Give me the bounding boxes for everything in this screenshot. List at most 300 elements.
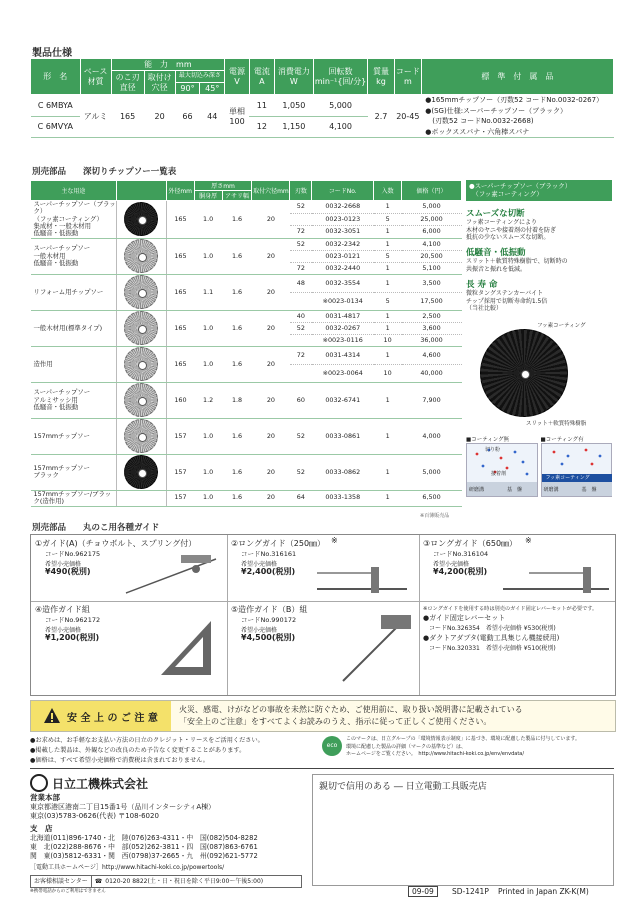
blade-teeth: 52 — [290, 238, 312, 250]
blade-use — [31, 201, 117, 239]
saw-blade-icon — [124, 419, 158, 453]
blade-teeth: 40 — [290, 310, 312, 322]
guide-asterisk: ※ — [525, 536, 532, 545]
guides-panel — [30, 534, 616, 696]
spec-rpm: 4,100 — [313, 116, 367, 138]
safety-text: 火災、感電、けがなどの事故を未然に防ぐため、ご使用前に、取り扱い説明書に記載されている 「安全上のご注意」をすべてよくお読みのうえ、指示に従って正しくご使用ください。 — [179, 705, 523, 726]
blade-price: 36,000 — [402, 334, 462, 346]
blade-qty: 1 — [374, 382, 402, 418]
blade-row — [31, 201, 462, 214]
blade-use-line: ブラック — [33, 471, 59, 480]
blade-tip-width: 1.6 — [222, 454, 252, 490]
blade-price: 25,000 — [402, 213, 462, 226]
blade-code: 0031-4817 — [312, 310, 374, 322]
blade-body-thickness: 1.2 — [194, 382, 222, 418]
blade-code: ※0023-0116 — [312, 334, 374, 346]
blade-tip-width: 1.6 — [222, 490, 252, 506]
spec-head-rpm: 回転数 min⁻¹{回/分} — [313, 59, 367, 95]
blade-hole: 20 — [252, 382, 290, 418]
blade-code: ※0023-0064 — [312, 364, 374, 382]
branch-line: 関 東(03)5812-6331・関 西(0798)37-2665・九 州(092)621-5772 — [30, 851, 258, 860]
blade-qty: 1 — [374, 274, 402, 292]
blade-outer: 157 — [166, 418, 194, 454]
blade-teeth — [290, 292, 312, 310]
spec-head-blade-dia: のこ刃 直径 — [111, 71, 144, 95]
blade-image — [116, 238, 166, 274]
blade-price: 3,500 — [402, 274, 462, 292]
accessory-line: ●(SG)仕様:スーパーチップソー（ブラック） — [425, 106, 568, 115]
blade-code: 0032-0267 — [312, 322, 374, 334]
guide-item-2 — [227, 535, 420, 602]
blade-qty: 1 — [374, 201, 402, 214]
coating-without — [466, 435, 538, 497]
blades-body — [31, 201, 462, 507]
blades-head-price: 価格（円） — [402, 181, 462, 201]
blade-teeth: 72 — [290, 226, 312, 239]
spec-current: 12 — [249, 116, 274, 138]
label-slit-resin: スリット＋軟質特殊樹脂 — [526, 421, 587, 428]
blade-use-line: 一般木材用 — [33, 251, 66, 260]
blade-use-line: 低騒音・低振動 — [33, 258, 79, 267]
guide-note: コードNo.326354 希望小売価格 ¥530(税別) — [423, 624, 556, 632]
blade-tip-width: 1.8 — [222, 382, 252, 418]
blades-head-teeth: 刃数 — [290, 181, 312, 201]
long-guide-650-icon — [499, 549, 613, 599]
spec-head-current: 電流 A — [249, 59, 274, 95]
spec-voltage: 単相 100 — [225, 95, 250, 138]
guide-price: ¥1,200(税別) — [45, 633, 100, 642]
blade-price: 6,000 — [402, 226, 462, 239]
blade-hole: 20 — [252, 346, 290, 382]
spec-head-base: ベース 材質 — [80, 59, 111, 95]
coating-with — [541, 435, 613, 497]
issue-date: 09-09 — [408, 886, 438, 897]
blade-use-line: 低騒音・低振動 — [33, 402, 79, 411]
blade-use-line: スーパーチップソー — [33, 244, 91, 253]
blade-use-line: スーパーチップソー（ブラック） — [33, 200, 116, 216]
guides-section-title: 別売部品 丸のこ用各種ガイド — [32, 523, 160, 533]
blade-price: 20,500 — [402, 250, 462, 262]
blade-image — [116, 346, 166, 382]
blade-row — [31, 346, 462, 364]
blade-hole: 20 — [252, 418, 290, 454]
notices — [30, 736, 264, 766]
blade-code: 0033-1358 — [312, 490, 374, 506]
adhesive-label: 接着剤 — [491, 471, 507, 478]
guide-code: コードNo.316161 — [241, 550, 297, 558]
blades-head-thickness: 厚さmm — [194, 181, 252, 191]
blade-image — [116, 310, 166, 346]
guide-note: ●ガイド固定レバーセット — [423, 614, 506, 623]
hq-title: 営業本部 — [30, 793, 60, 802]
guide-price-note: 希望小売価格 — [45, 561, 82, 568]
feature-header: ●スーパーチップソー（ブラック） （フッ素コーティング） — [466, 180, 612, 201]
blades-head-image — [116, 181, 166, 201]
guide-title: ③ロングガイド（650㎜） — [423, 539, 518, 548]
blade-teeth — [290, 213, 312, 226]
blades-table — [30, 180, 462, 507]
blade-tip-width: 1.6 — [222, 274, 252, 310]
blades-head-qty: 入数 — [374, 181, 402, 201]
blade-outer: 165 — [166, 201, 194, 239]
blade-code: 0032-2668 — [312, 201, 374, 214]
blades-head-tip: アサリ幅 — [222, 191, 252, 201]
blade-tip-width: 1.6 — [222, 310, 252, 346]
guide-price: ¥490(税別) — [45, 567, 91, 576]
blade-body-thickness: 1.0 — [194, 454, 222, 490]
spec-head-power: 消費電力 W — [274, 59, 313, 95]
blade-outer: 165 — [166, 310, 194, 346]
blade-tip-width: 1.6 — [222, 346, 252, 382]
blade-tip-width: 1.6 — [222, 238, 252, 274]
spec-accessories — [421, 95, 613, 138]
groove-label: 研磨溝 — [469, 487, 485, 494]
spec-head-accessories: 標 準 付 属 品 — [421, 59, 613, 95]
blade-body-thickness: 1.0 — [194, 238, 222, 274]
printed-in: Printed in Japan ZK-K(M) — [498, 887, 589, 896]
blade-qty: 5 — [374, 292, 402, 310]
blades-head-outer: 外径mm — [166, 181, 194, 201]
blade-price: 6,500 — [402, 490, 462, 506]
blade-teeth: 48 — [290, 274, 312, 292]
blade-code: 0032-2440 — [312, 262, 374, 274]
spec-head-45: 45° — [200, 83, 225, 95]
guide-price: ¥4,200(税別) — [433, 567, 488, 576]
spec-current: 11 — [249, 95, 274, 117]
spec-depth45: 44 — [200, 95, 225, 138]
hq-tel: 東京(03)5783-0626(代表) 〒108-6020 — [30, 812, 159, 820]
blade-qty: 1 — [374, 346, 402, 364]
feature-text-quiet: スリット＋軟質特殊樹脂で、切断時の 共振音と振れを低減。 — [466, 258, 568, 274]
spec-head-model: 形 名 — [31, 59, 81, 95]
guide-price-note: 希望小売価格 — [241, 627, 278, 634]
feature-heading-life: 長 寿 命 — [466, 279, 498, 290]
blade-price: 4,600 — [402, 346, 462, 364]
blade-use-line: 造作用 — [33, 359, 53, 368]
blade-row — [31, 238, 462, 250]
feature-panel — [466, 180, 612, 520]
label-fluorine-coat: フッ素コーティング — [537, 323, 586, 330]
blade-teeth: 64 — [290, 490, 312, 506]
blade-code: 0023-0121 — [312, 250, 374, 262]
guide-note: ※ロングガイドを使用する時は別売のガイド固定レバーセットが必要です。 — [423, 606, 598, 612]
blade-image — [116, 382, 166, 418]
blade-image — [116, 201, 166, 239]
divider — [30, 768, 614, 769]
blade-use — [31, 346, 117, 382]
blade-code: 0032-3554 — [312, 274, 374, 292]
spec-depth90: 66 — [175, 95, 200, 138]
blade-hole: 20 — [252, 201, 290, 239]
blade-hole: 20 — [252, 238, 290, 274]
blade-price: 4,100 — [402, 238, 462, 250]
support-number: 0120-20 8822(土・日・祝日を除く平日9:00〜午後5:00) — [105, 878, 264, 885]
spec-head-weight: 質量 kg — [368, 59, 395, 95]
blade-teeth: 52 — [290, 322, 312, 334]
blade-outer: 165 — [166, 238, 194, 274]
blade-outer: 160 — [166, 382, 194, 418]
groove-label: 研磨溝 — [543, 487, 559, 494]
guide-title: ①ガイド(A)（チョウボルト、スプリング付） — [35, 539, 197, 548]
saw-blade-icon — [124, 455, 158, 489]
blade-qty: 1 — [374, 310, 402, 322]
guide-asterisk: ※ — [331, 536, 338, 545]
feature-text-smooth: フッ素コーティングにより 木材のヤニや接着剤の付着を防ぎ 抵抗の少ないスムーズな切断。 — [466, 218, 557, 242]
blade-teeth — [290, 250, 312, 262]
fluorine-layer-label: フッ素コーティング — [545, 475, 590, 482]
blade-qty: 1 — [374, 454, 402, 490]
saw-blade-icon — [124, 202, 158, 236]
blade-price: 3,600 — [402, 322, 462, 334]
blade-code: 0032-2342 — [312, 238, 374, 250]
blade-image — [116, 490, 166, 506]
branch-list — [30, 834, 258, 860]
spec-power: 1,150 — [274, 116, 313, 138]
feature-heading-smooth: スムーズな切断 — [466, 208, 525, 219]
blade-body-thickness: 1.0 — [194, 418, 222, 454]
guide-code: コードNo.316104 — [433, 550, 489, 558]
blade-body-thickness: 1.0 — [194, 346, 222, 382]
blade-outer: 157 — [166, 454, 194, 490]
blade-price: 4,000 — [402, 418, 462, 454]
spec-head-capacity: 能 力 mm — [111, 59, 225, 71]
spec-table — [30, 58, 614, 138]
blade-teeth — [290, 334, 312, 346]
blade-code: 0031-4314 — [312, 346, 374, 364]
blade-qty: 1 — [374, 418, 402, 454]
blade-row — [31, 382, 462, 418]
company-logo — [30, 774, 148, 792]
spec-head-max-depth: 最大切込み深さ — [175, 71, 225, 83]
carpentry-guide-icon — [151, 615, 221, 681]
carpentry-guide-b-icon — [337, 607, 417, 687]
coating-with-diagram — [541, 443, 613, 497]
blades-head-use: 主な用途 — [31, 181, 117, 201]
coating-without-label: ■コーティング無 — [466, 437, 510, 444]
spec-head-hole: 取付け 穴径 — [144, 71, 175, 95]
blades-section-title: 別売部品 深切りチップソー一覧表 — [32, 167, 177, 177]
catalog-code: SD-1241P — [452, 887, 489, 896]
branch-line: 北海道(011)896-1740・北 陸(076)263-4311・中 国(082)504-8282 — [30, 834, 258, 842]
blade-qty: 5 — [374, 250, 402, 262]
blade-body-thickness: 1.0 — [194, 201, 222, 239]
guide-code: コードNo.990172 — [241, 616, 297, 624]
blade-qty: 1 — [374, 262, 402, 274]
blade-teeth: 52 — [290, 454, 312, 490]
notice-line: ●掲載した製品は、外観などの改良のため予告なく変更することがあります。 — [30, 746, 246, 754]
blade-teeth — [290, 364, 312, 382]
spec-section-title: 製品仕様 — [32, 48, 72, 59]
blade-use-line: 157mmチップソー/ブラック(造作用) — [33, 489, 112, 506]
spec-head-cord: コード m — [394, 59, 421, 95]
blade-teeth: 72 — [290, 262, 312, 274]
guide-item-4 — [31, 601, 228, 695]
blade-use — [31, 310, 117, 346]
spec-head-voltage: 電源 V — [225, 59, 250, 95]
blade-qty: 1 — [374, 226, 402, 239]
guide-note: コードNo.320331 希望小売価格 ¥510(税別) — [423, 645, 556, 653]
spec-weight: 2.7 — [368, 95, 395, 138]
guide-price-note: 希望小売価格 — [433, 561, 470, 568]
support-label: お客様相談センター — [31, 876, 92, 887]
blade-teeth: 52 — [290, 201, 312, 214]
blade-tip-width: 1.6 — [222, 418, 252, 454]
notice-line: ●価格は、すべて希望小売価格で消費税は含まれておりません。 — [30, 756, 209, 764]
base-label: 基 盤 — [507, 487, 523, 494]
blade-body-thickness: 1.0 — [194, 490, 222, 506]
feature-blade-illustration — [466, 315, 612, 433]
blade-use-line: 157mmチップソー — [33, 463, 90, 472]
guide-notes — [423, 605, 613, 653]
guide-note: ●ダクトアダプタ(電動工具集じん機接続用) — [423, 634, 560, 643]
safety-label: 安 全 上 の ご 注 意 — [67, 713, 158, 724]
coating-without-diagram — [466, 443, 538, 497]
blade-use-line: スーパーチップソー — [33, 388, 91, 397]
blade-use — [31, 274, 117, 310]
accessory-line: ●165mmチップソー（刃数52 コードNo.0032-0267） — [425, 96, 604, 104]
guide-title: ④造作ガイド組 — [35, 605, 90, 614]
support-box — [30, 875, 302, 888]
blade-price: 5,000 — [402, 454, 462, 490]
accessory-line: (刃数52 コードNo.0032-2668) — [425, 117, 534, 125]
blade-use — [31, 382, 117, 418]
blade-row — [31, 418, 462, 454]
blade-hole: 20 — [252, 490, 290, 506]
guide-code: コードNo.962172 — [45, 616, 101, 624]
spec-hole: 20 — [144, 95, 175, 138]
dealer-box — [312, 774, 614, 886]
blade-price: 7,900 — [402, 382, 462, 418]
blade-price: 2,500 — [402, 310, 462, 322]
blade-hole: 20 — [252, 310, 290, 346]
hq-address: 東京都港区港南二丁目15番1号（品川インターシティA棟） — [30, 803, 216, 811]
safety-box — [30, 700, 616, 732]
saw-blade-icon — [124, 311, 158, 345]
guide-price-note: 希望小売価格 — [45, 627, 82, 634]
blade-hole: 20 — [252, 274, 290, 310]
blade-body-thickness: 1.0 — [194, 310, 222, 346]
hitachi-logo-icon — [30, 774, 48, 792]
company-name: 日立工機株式会社 — [52, 776, 149, 791]
long-guide-250-icon — [307, 545, 417, 599]
blade-qty: 5 — [374, 213, 402, 226]
blade-price: 17,500 — [402, 292, 462, 310]
blade-row — [31, 454, 462, 490]
blade-use-line: リフォーム用チップソー — [33, 287, 104, 296]
blade-code: 0023-0123 — [312, 213, 374, 226]
blade-body-thickness: 1.1 — [194, 274, 222, 310]
saw-blade-icon — [124, 239, 158, 273]
blade-qty: 1 — [374, 490, 402, 506]
saw-blade-icon — [124, 347, 158, 381]
warning-icon — [43, 707, 61, 724]
blade-image — [116, 418, 166, 454]
guide-price: ¥4,500(税別) — [241, 633, 296, 642]
guide-price: ¥2,400(税別) — [241, 567, 296, 576]
guide-title: ⑤造作ガイド（B）組 — [231, 605, 308, 614]
blade-code: 0032-6741 — [312, 382, 374, 418]
guide-item-3 — [419, 535, 615, 602]
branch-title: 支 店 — [30, 824, 53, 833]
guide-a-icon — [121, 545, 221, 599]
blade-tip-width: 1.6 — [222, 201, 252, 239]
blade-outer: 165 — [166, 346, 194, 382]
blade-outer: 165 — [166, 274, 194, 310]
blade-code: ※0023-0134 — [312, 292, 374, 310]
branch-line: 東 北(022)288-8676・中 部(052)262-3811・四 国(087)863-6761 — [30, 842, 258, 851]
blade-use — [31, 238, 117, 274]
blades-footnote: ※百簿販売品 — [420, 513, 450, 519]
support-note: ※携帯電話からのご利用はできません — [30, 889, 106, 894]
web-link[interactable]: ［電動工具ホームページ］http://www.hitachi-koki.co.jp/powertools/ — [30, 864, 225, 871]
guide-item-5 — [227, 601, 420, 695]
blades-head-code: コードNo. — [312, 181, 374, 201]
blade-use-line: 低騒音・低振動 — [33, 229, 79, 238]
guide-price-note: 希望小売価格 — [241, 561, 278, 568]
blade-hole: 20 — [252, 454, 290, 490]
blade-image — [116, 274, 166, 310]
blade-use-line: 157mmチップソー — [33, 431, 90, 440]
blade-use — [31, 418, 117, 454]
blade-use-line: アルミサッシ用 — [33, 395, 78, 404]
spec-cord: 20-45 — [394, 95, 421, 138]
blades-head-body: 胴身厚 — [194, 191, 222, 201]
accessory-line: ●ボックススパナ・六角棒スパナ — [425, 127, 530, 136]
coating-comparison — [466, 435, 612, 497]
blade-row — [31, 310, 462, 322]
blade-price: 40,000 — [402, 364, 462, 382]
saw-blade-icon — [124, 383, 158, 417]
blade-use-line: 一般木材用(標準タイプ) — [33, 323, 103, 332]
spec-power: 1,050 — [274, 95, 313, 117]
feature-text-life: 微粒タングステンカーバイト チップ採用で切断寿命約1.5倍 （当社比較） — [466, 289, 548, 313]
eco-leaf-icon: eco — [322, 736, 342, 756]
phone-icon: ☎ — [94, 878, 103, 885]
blade-image — [116, 454, 166, 490]
spec-base: アルミ — [80, 95, 111, 138]
spec-model: C 6MVYA — [31, 116, 81, 138]
saw-blade-icon — [124, 275, 158, 309]
blade-outer: 157 — [166, 490, 194, 506]
blade-qty: 1 — [374, 322, 402, 334]
blade-qty: 10 — [374, 334, 402, 346]
eco-text: このマークは、日立グループの「環境情報表示制度」に基づき、環境に配慮した製品に付与しています。 環境に配慮した製品の詳細（マークの基準など）は、 ホームページをご覧ください。 http://www.hitachi-koki.co.jp/env/envdata/ — [346, 736, 581, 757]
blade-qty: 10 — [374, 364, 402, 382]
blade-code: 0033-0862 — [312, 454, 374, 490]
blade-price: 5,100 — [402, 262, 462, 274]
coating-with-label: ■コーティング有 — [540, 437, 584, 444]
feature-heading-quiet: 低騒音・低振動 — [466, 248, 526, 259]
blade-price: 5,000 — [402, 201, 462, 214]
blade-code: 0032-3051 — [312, 226, 374, 239]
spec-rpm: 5,000 — [313, 95, 367, 117]
safety-label-bg — [31, 701, 171, 731]
blade-use-line: 集成材・一般木材用 — [33, 222, 92, 231]
guide-item-1 — [31, 535, 228, 602]
blade-use — [31, 454, 117, 490]
black-saw-blade-icon — [480, 329, 568, 417]
spec-blade-dia: 165 — [111, 95, 144, 138]
notice-line: ●お求めは、お手軽なお支払い方法の日立のクレジット・リースをご活用ください。 — [30, 737, 264, 744]
dealer-text: 親切で信用のある ― 日立電動工具販売店 — [319, 782, 487, 792]
base-label: 基 盤 — [581, 487, 597, 494]
blade-row — [31, 490, 462, 506]
guide-code: コードNo.962175 — [45, 550, 101, 558]
blade-teeth: 52 — [290, 418, 312, 454]
blade-use-line: （フッ素コーティング） — [33, 214, 103, 223]
spec-model: C 6MBYA — [31, 95, 81, 117]
blades-head-hole: 取付穴径mm — [252, 181, 290, 201]
